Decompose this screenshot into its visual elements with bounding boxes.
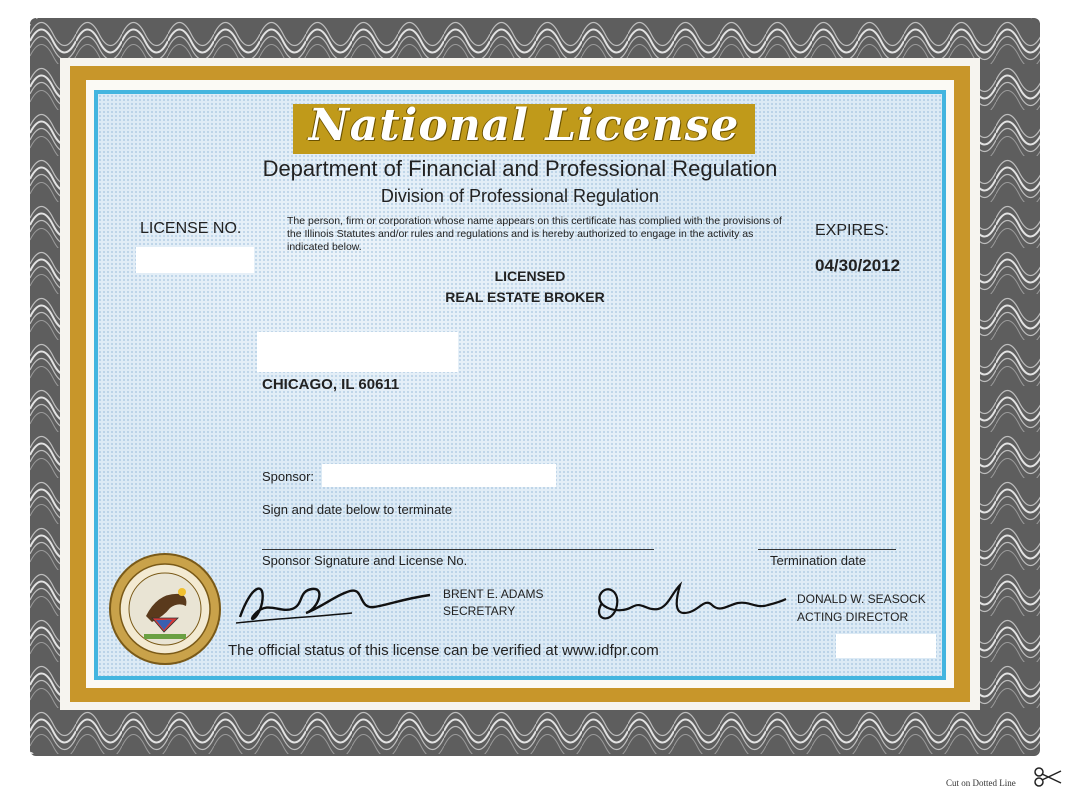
licensee-name-redaction <box>257 332 458 372</box>
department-name: Department of Financial and Professional Regulation <box>262 156 778 181</box>
sponsor-signature-label: Sponsor Signature and License No. <box>262 553 468 568</box>
director-title: ACTING DIRECTOR <box>797 610 909 624</box>
license-number-redaction <box>136 247 254 273</box>
termination-date-label: Termination date <box>770 553 867 568</box>
bottom-redaction <box>836 634 936 658</box>
director-block <box>797 590 926 626</box>
terminate-instruction: Sign and date below to terminate <box>262 502 453 517</box>
secretary-title: SECRETARY <box>443 604 516 618</box>
secretary-block <box>443 586 543 620</box>
verification-note: The official status of this license can be verified at www.idfpr.com <box>228 642 659 659</box>
licensed-label: LICENSED <box>494 268 566 284</box>
secretary-name: BRENT E. ADAMS <box>443 587 544 601</box>
cut-line-note: Cut on Dotted Line <box>946 778 1016 788</box>
expires-label: EXPIRES: <box>815 222 889 239</box>
profession-title: REAL ESTATE BROKER <box>445 289 605 305</box>
termination-date-line <box>758 549 896 550</box>
expiration-date: 04/30/2012 <box>815 256 901 275</box>
sponsor-signature-line <box>262 549 654 550</box>
director-name: DONALD W. SEASOCK <box>797 592 926 606</box>
sponsor-redaction <box>322 464 556 487</box>
secretary-signature <box>232 573 437 631</box>
scissors-icon <box>1033 766 1063 788</box>
director-signature <box>588 575 788 631</box>
certificate-title: National License <box>308 100 740 151</box>
division-name: Division of Professional Regulation <box>380 186 660 206</box>
compliance-statement: The person, firm or corporation whose name appears on this certificate has complied with the provisions of the Illinois Statutes and/or rules and regulations and is hereby authorized to engage in the activity as indicated below. <box>287 215 782 253</box>
state-seal-icon <box>108 552 222 666</box>
licensee-city: CHICAGO, IL 60611 <box>262 376 400 393</box>
license-number-label: LICENSE NO. <box>140 220 242 237</box>
sponsor-label: Sponsor: <box>262 469 315 484</box>
